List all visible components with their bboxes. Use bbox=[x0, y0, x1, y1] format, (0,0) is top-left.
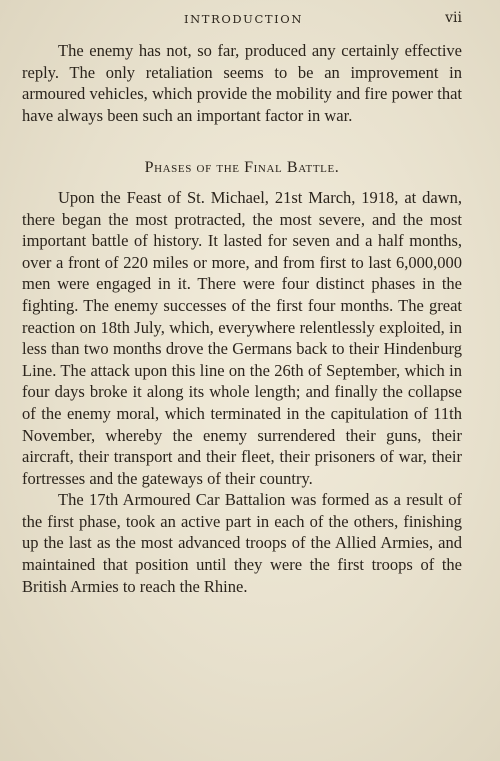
paragraph-armoured-car-battalion: The 17th Armoured Car Battalion was formed as a result of the first phase, took an active part in each of the others, finishing up the last as the most advanced troops of the Allied Armies, and maintained that position until they were the first troops of the British Armies to reach the Rhine. bbox=[22, 490, 462, 596]
running-head: INTRODUCTION bbox=[184, 12, 303, 26]
page-number: vii bbox=[445, 10, 462, 26]
intro-paragraph: The enemy has not, so far, produced any certainly effective reply. The only retaliation seems to be an improvement in armoured vehicles, which provide the mobility and fire power that have always been such an important factor in war. bbox=[22, 41, 462, 125]
page-body bbox=[22, 40, 462, 597]
paragraph-battle-phases: Upon the Feast of St. Michael, 21st March, 1918, at dawn, there began the most protracted, the most severe, and the most important battle of history. It lasted for seven and a half months, over a front of 220 miles or more, and from first to last 6,000,000 men were engaged in it. There were four distinct phases in the fighting. The enemy successes of the first four months. The great reaction on 18th July, which, everywhere relentlessly exploited, in less than two months drove the Germans back to their Hindenburg Line. The attack upon this line on the 26th of September, which in four days broke it along its whole length; and finally the collapse of the enemy moral, which terminated in the capitulation of 11th November, whereby the enemy surrendered their guns, their aircraft, their transport and their fleet, their prisoners of war, their fortresses and the gateways of their country. bbox=[22, 187, 462, 488]
section-title: Phases of the Final Battle. bbox=[144, 159, 340, 177]
page-header bbox=[0, 12, 500, 32]
